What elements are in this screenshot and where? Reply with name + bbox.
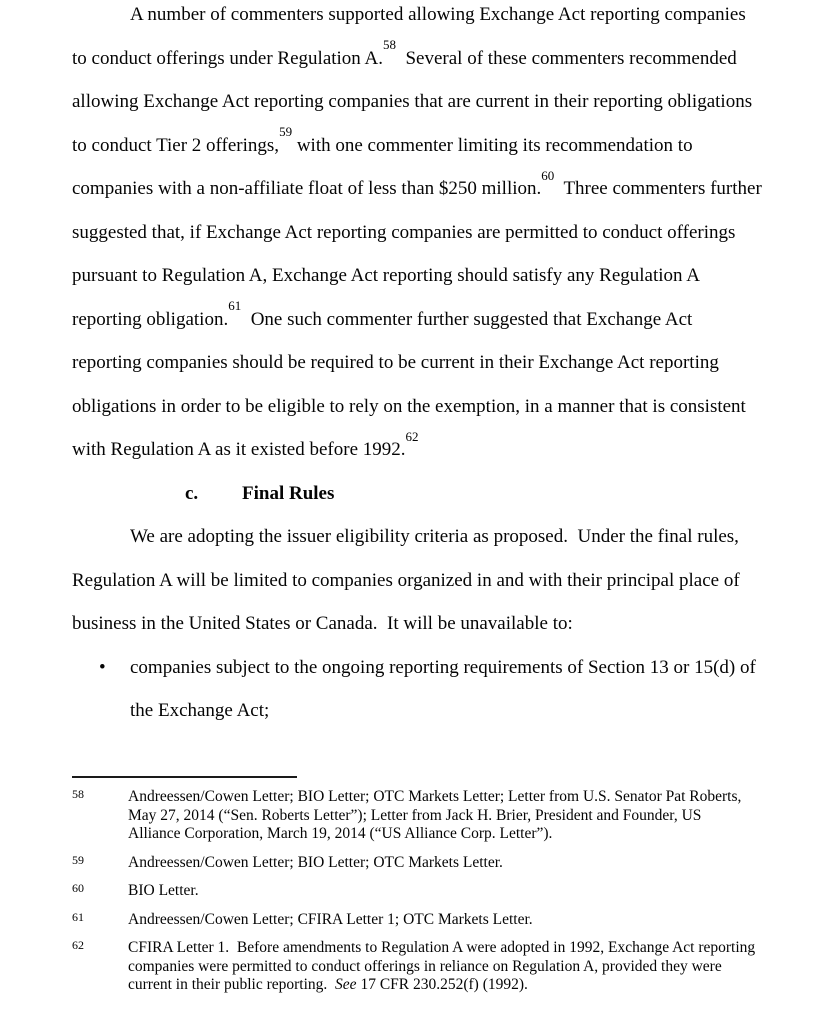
footnote-60 [72,882,756,901]
paragraph-1-text: One such commenter further suggested that Exchange Act reporting companies should be required to be current in their Exchange Act reporting obligations in order to be eligible to rely on the exemption, in a manner that is consistent with Regulation A as it existed before 1992. [72,308,751,460]
section-heading-title: Final Rules [242,482,335,504]
paragraph-1 [72,0,767,472]
paragraph-2: We are adopting the issuer eligibility criteria as proposed. Under the final rules, Regulation A will be limited to companies organized in and with their principal place of business in the United States or Canada. It will be unavailable to: [72,526,745,634]
section-heading [72,472,764,516]
footnote-ref-58: 58 [382,37,396,53]
bullet-item [72,646,764,733]
bullet-text: companies subject to the ongoing reporting requirements of Section 13 or 15(d) of the Exchange Act; [130,656,761,721]
footnote-text: Andreessen/Cowen Letter; CFIRA Letter 1; OTC Markets Letter. [128,910,533,928]
footnote-text: Andreessen/Cowen Letter; BIO Letter; OTC Markets Letter; Letter from U.S. Senator Pat Roberts, May 27, 2014 (“Sen. Roberts Letter”); Letter from Jack H. Brier, President and Founder, US Alliance Corporation, March 19, 2014 (“US Alliance Corp. Letter”). [128,788,746,842]
footnote-ref-61: 61 [228,298,242,314]
paragraph-1-text: with one commenter limiting its recommendation to companies with a non-affiliate float of less than $250 million. [72,134,698,199]
footnote-number: 61 [72,909,84,924]
footnote-61 [72,911,756,930]
paragraph-1-text: Several of these commenters recommended allowing Exchange Act reporting companies that are current in their reporting obligations to conduct Tier 2 offerings, [72,47,757,156]
footnote-text-pre: CFIRA Letter 1. Before amendments to Regulation A were adopted in 1992, Exchange Act reporting companies were permitted to conduct offerings in reliance on Regulation A, provided they were current in their public reporting. [128,939,760,993]
footnote-text-italic: See [335,976,357,993]
footnote-62 [72,938,760,995]
footnote-text [128,939,760,995]
footnote-number: 59 [72,852,84,867]
footnote-59 [72,854,756,873]
footnote-number: 62 [72,938,84,952]
footnote-text: BIO Letter. [128,882,199,899]
document-body [72,0,767,733]
footnote-ref-60: 60 [541,167,555,183]
paragraph-1-text: A number of commenters supported allowing Exchange Act reporting companies to conduct offerings under Regulation A. [72,4,751,69]
footnote-text: Andreessen/Cowen Letter; BIO Letter; OTC Markets Letter. [128,853,503,871]
footnote-58 [72,788,756,844]
bullet-marker-icon: • [99,656,106,678]
footnote-number: 58 [72,787,84,801]
footnote-number: 60 [72,881,84,895]
footnote-separator [72,776,297,778]
footnote-text-post: 17 CFR 230.252(f) (1992). [356,976,528,993]
section-heading-label: c. [185,482,199,504]
footnote-ref-59: 59 [279,124,293,140]
paragraph-1-text: Three commenters further suggested that, if Exchange Act reporting companies are permitted to conduct offerings pursuant to Regulation A, Exchange Act reporting should satisfy any Regulation A reporting obligation. [72,178,767,330]
footnote-ref-62: 62 [405,428,419,444]
footnotes-section [72,776,760,995]
